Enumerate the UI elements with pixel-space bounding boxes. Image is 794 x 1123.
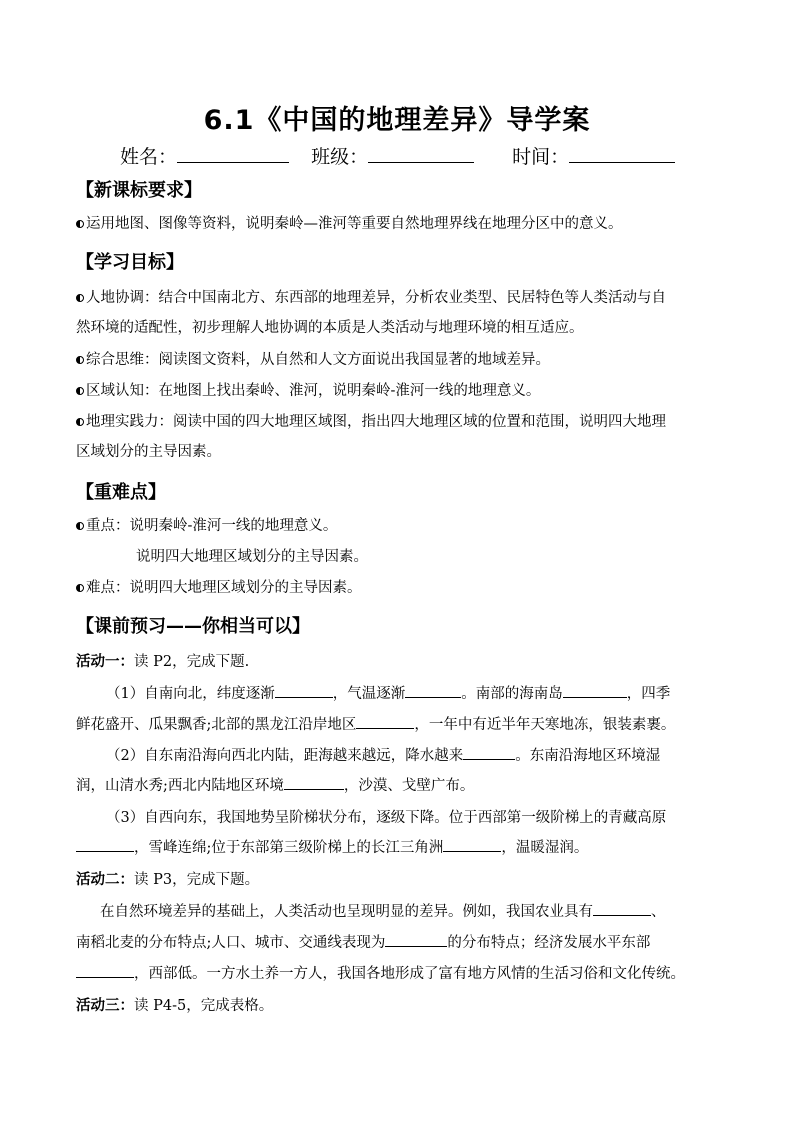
answer-blank[interactable] — [284, 775, 344, 790]
bullet-icon — [76, 294, 84, 302]
activity-one-q2-cont: 润，山清水秀;西北内陆地区环境 ，沙漠、戈壁广布。 — [76, 774, 474, 795]
bullet-icon — [76, 418, 84, 426]
bullet-icon — [76, 584, 84, 592]
objective-line: 地理实践力：阅读中国的四大地理区域图，指出四大地理区域的位置和范围，说明四大地理 — [76, 410, 666, 431]
activity-two-heading: 活动二：读 P3，完成下题。 — [76, 872, 260, 888]
answer-blank[interactable] — [275, 683, 333, 698]
objective-line: 然环境的适配性，初步理解人地协调的本质是人类活动与地理环境的相互适应。 — [76, 320, 584, 336]
standards-line: 运用地图、图像等资料，说明秦岭—淮河等重要自然地理界线在地理分区中的意义。 — [76, 212, 623, 233]
bullet-icon — [76, 522, 84, 530]
activity-one-q3-cont: ，雪峰连绵;位于东部第三级阶梯上的长江三角洲 ，温暖湿润。 — [76, 836, 588, 857]
objective-line: 综合思维：阅读图文资料，从自然和人文方面说出我国显著的地域差异。 — [76, 348, 550, 369]
activity-two-line: 在自然环境差异的基础上，人类活动也呈现明显的差异。例如，我国农业具有 、 — [100, 900, 666, 921]
bullet-icon — [76, 220, 84, 228]
class-label: 班级： — [311, 146, 369, 168]
name-label: 姓名： — [120, 146, 178, 168]
bullet-icon — [76, 356, 84, 364]
answer-blank[interactable] — [443, 837, 501, 852]
answer-blank[interactable] — [405, 683, 461, 698]
objective-line: 人地协调：结合中国南北方、东西部的地理差异，分析农业类型、民居特色等人类活动与自 — [76, 286, 666, 307]
objective-line: 区域认知：在地图上找出秦岭、淮河，说明秦岭-淮河一线的地理意义。 — [76, 379, 540, 400]
section-heading-objectives: 【学习目标】 — [76, 252, 184, 273]
section-heading-preview: 【课前预习——你相当可以】 — [76, 616, 310, 637]
objective-line: 区域划分的主导因素。 — [76, 444, 221, 460]
activity-three-heading: 活动三：读 P4-5，完成表格。 — [76, 998, 274, 1014]
activity-one-q2: （2）自东南沿海向西北内陆，距海越来越远，降水越来 。东南沿海地区环境湿 — [106, 744, 660, 765]
class-blank[interactable] — [368, 148, 474, 163]
answer-blank[interactable] — [563, 683, 627, 698]
student-info-line — [120, 142, 675, 169]
activity-one-heading: 活动一：读 P2，完成下题. — [76, 654, 250, 670]
time-label: 时间： — [512, 146, 570, 168]
answer-blank[interactable] — [385, 932, 447, 947]
key-point-line: 说明四大地理区域划分的主导因素。 — [136, 549, 368, 565]
key-point-line: 重点：说明秦岭-淮河一线的地理意义。 — [76, 514, 337, 535]
answer-blank[interactable] — [76, 837, 134, 852]
page-title: 6.1《中国的地理差异》导学案 — [203, 105, 591, 136]
section-heading-key-points: 【重难点】 — [76, 482, 166, 503]
activity-one-q1-cont: 鲜花盛开、瓜果飘香;北部的黑龙江沿岸地区 ，一年中有近半年天寒地冻，银装素裹。 — [76, 713, 675, 734]
answer-blank[interactable] — [76, 963, 134, 978]
difficult-point-line: 难点：说明四大地理区域划分的主导因素。 — [76, 576, 362, 597]
activity-two-line: ，西部低。一方水土养一方人，我国各地形成了富有地方风情的生活习俗和文化传统。 — [76, 962, 685, 983]
section-heading-standards: 【新课标要求】 — [76, 180, 202, 201]
answer-blank[interactable] — [593, 901, 651, 916]
time-blank[interactable] — [569, 148, 675, 163]
activity-one-q3: （3）自西向东，我国地势呈阶梯状分布，逐级下降。位于西部第一级阶梯上的青藏高原 — [106, 810, 667, 826]
activity-one-q1: （1）自南向北，纬度逐渐 ，气温逐渐 。南部的海南岛 ，四季 — [106, 682, 670, 703]
bullet-icon — [76, 387, 84, 395]
activity-two-line: 南稻北麦的分布特点;人口、城市、交通线表现为 的分布特点；经济发展水平东部 — [76, 931, 650, 952]
name-blank[interactable] — [177, 148, 289, 163]
answer-blank[interactable] — [356, 714, 414, 729]
answer-blank[interactable] — [463, 745, 515, 760]
